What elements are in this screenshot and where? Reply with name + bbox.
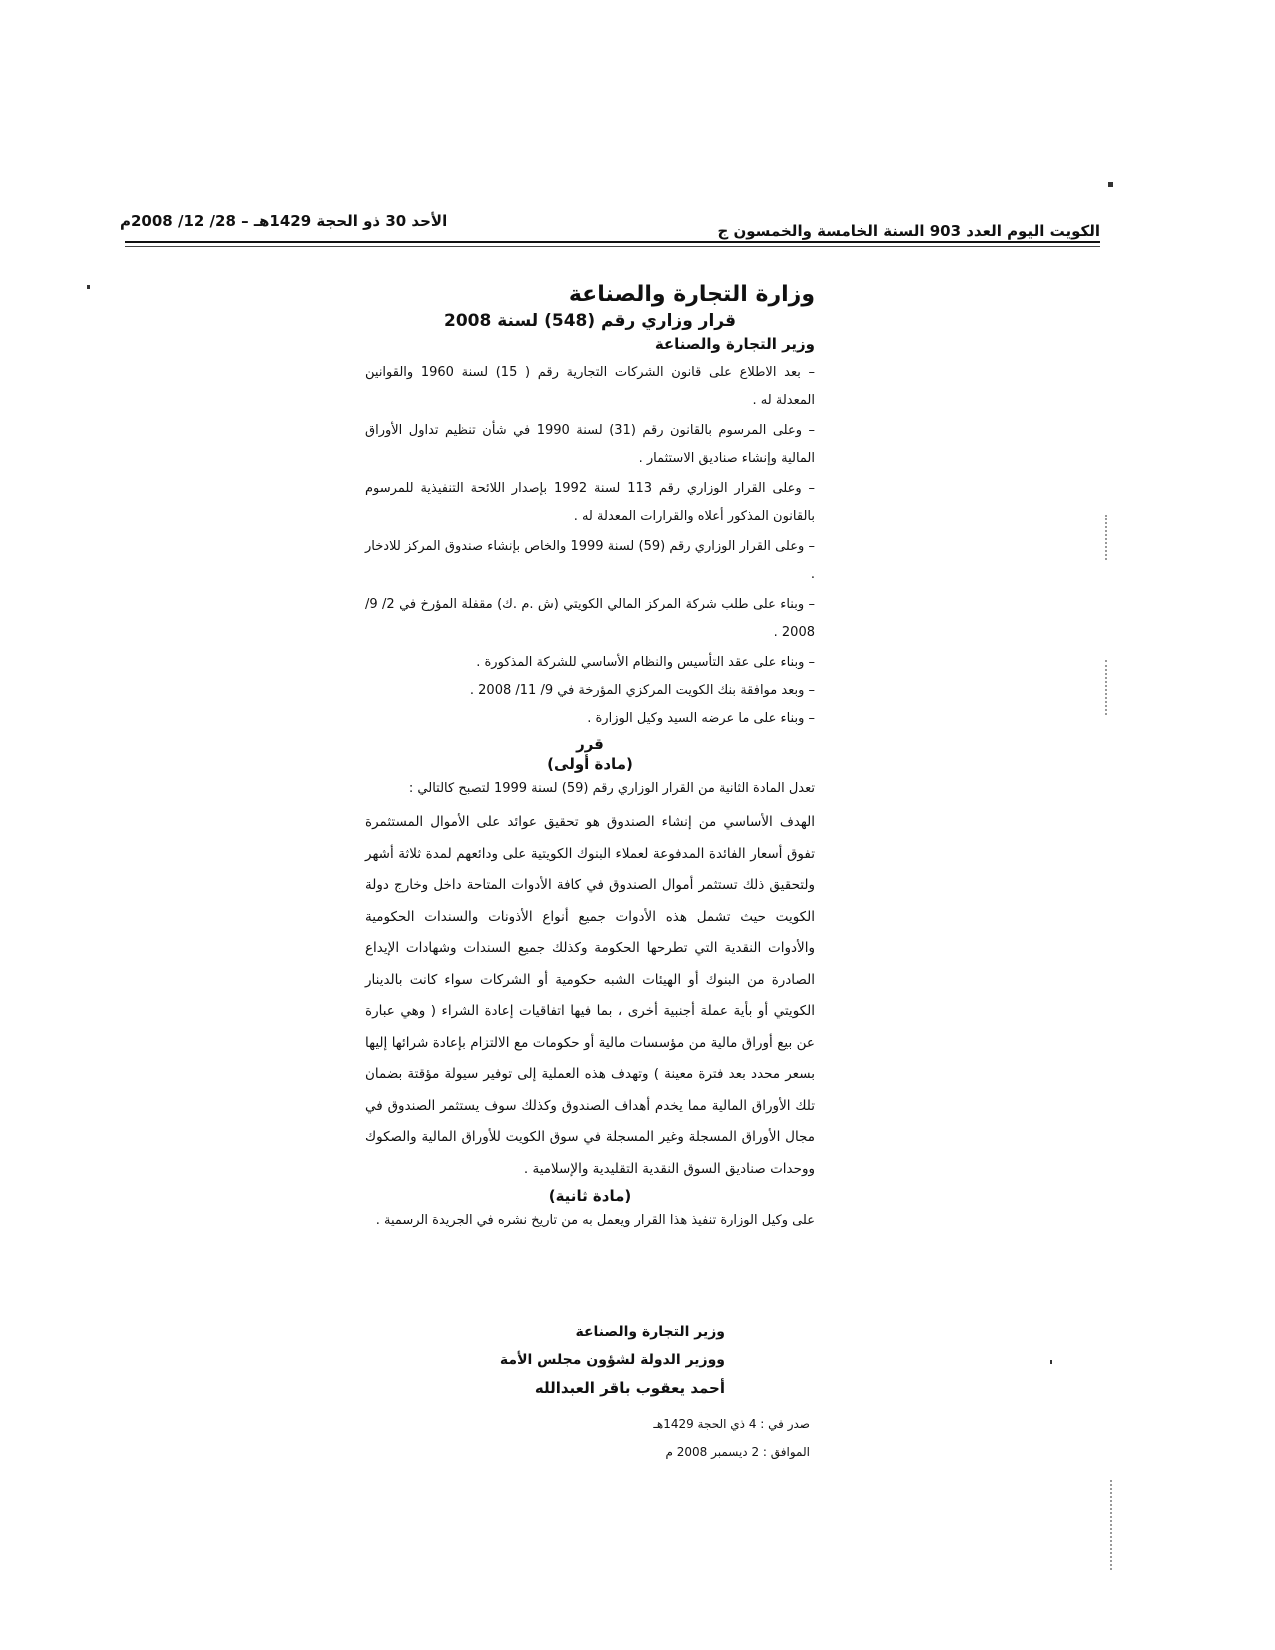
issued-hijri-date: صدر في : 4 ذي الحجة 1429هـ [653,1417,810,1431]
preamble-item: – وعلى المرسوم بالقانون رقم (31) لسنة 1990 في شأن تنظيم تداول الأوراق المالية وإنشاء صناديق الاستثمار . [365,423,815,466]
signature-block [395,1318,725,1402]
preamble-item: – وبناء على عقد التأسيس والنظام الأساسي للشركة المذكورة . [476,655,815,670]
scan-speck [1108,182,1113,187]
gazette-date-line: الأحد 30 ذو الحجة 1429هـ – 28/ 12/ 2008م [120,212,448,230]
minister-heading: وزير التجارة والصناعة [654,335,815,353]
signatory-title-2: ووزير الدولة لشؤون مجلس الأمة [499,1352,725,1368]
signatory-title: وزير التجارة والصناعة [575,1324,725,1340]
decision-title: قرار وزاري رقم (548) لسنة 2008 [443,311,737,331]
decision-column [365,282,815,1235]
article-2-body: على وكيل الوزارة تنفيذ هذا القرار ويعمل به من تاريخ نشره في الجريدة الرسمية . [375,1213,815,1228]
preamble-item: – وعلى القرار الوزاري رقم 113 لسنة 1992 بإصدار اللائحة التنفيذية للمرسوم بالقانون المذكور أعلاه والقرارات المعدلة له . [365,481,816,524]
scan-margin-dots [1105,515,1109,560]
preamble-item: – وبعد موافقة بنك الكويت المركزي المؤرخة في 9/ 11/ 2008 . [469,683,815,698]
preamble-item: – وبناء على طلب شركة المركز المالي الكويتي (ش .م .ك) مقفلة المؤرخ في 2/ 9/ 2008 . [365,597,815,640]
article-2-title: (مادة ثانية) [548,1187,632,1205]
scan-margin-dots [1110,1480,1114,1570]
header-rule-thin [125,246,1100,247]
decided-heading: قرر [576,735,604,753]
signatory-name: أحمد يعقوب باقر العبدالله [534,1379,725,1397]
preamble-item: – وبناء على ما عرضه السيد وكيل الوزارة . [587,711,815,726]
article-1-body: الهدف الأساسي من إنشاء الصندوق هو تحقيق عوائد على الأموال المستثمرة تفوق أسعار الفائدة المدفوعة لعملاء البنوك الكويتية على ودائعهم لمدة ثلاثة أشهر ولتحقيق ذلك تستثمر أموال الصندوق في كافة الأدوات المتاحة داخل وخارج دولة الكويت حيث تشمل هذه الأدوات جميع أنواع الأذونات والسندات الحكومية والأدوات النقدية التي تطرحها الحكومة وكذلك جميع السندات وشهادات الإيداع الصادرة من البنوك أو الهيئات الشبه حكومية أو الشركات سواء كانت بالدينار الكويتي أو بأية عملة أجنبية أخرى ، بما فيها اتفاقيات إعادة الشراء ( وهي عبارة عن بيع أوراق مالية من مؤسسات مالية أو حكومات مع الالتزام بإعادة شرائها إليها بسعر محدد بعد فترة معينة ) وتهدف هذه العملية إلى توفير سيولة مؤقتة بضمان تلك الأوراق المالية مما يخدم أهداف الصندوق وكذلك سوف يستثمر الصندوق في مجال الأوراق المسجلة وغير المسجلة في سوق الكويت للأوراق المالية والصكوك ووحدات صناديق السوق النقدية التقليدية والإسلامية . [365,814,815,1177]
preamble-list [365,359,815,733]
scan-speck [87,285,90,289]
preamble-item: – وعلى القرار الوزاري رقم (59) لسنة 1999 والخاص بإنشاء صندوق المركز للادخار . [365,539,815,582]
header-rule [125,241,1100,243]
article-1-intro: تعدل المادة الثانية من القرار الوزاري رقم (59) لسنة 1999 لتصبح كالتالي : [408,781,815,796]
scan-margin-dots [1105,660,1109,715]
issued-gregorian-date: الموافق : 2 ديسمبر 2008 م [665,1445,810,1459]
issued-block [560,1410,810,1466]
scan-speck [1050,1360,1052,1364]
ministry-heading: وزارة التجارة والصناعة [568,282,815,307]
article-1-title: (مادة أولى) [547,755,633,773]
gazette-issue-line: الكويت اليوم العدد 903 السنة الخامسة والخمسون ج [717,222,1100,240]
preamble-item: – بعد الاطلاع على قانون الشركات التجارية رقم ( 15) لسنة 1960 والقوانين المعدلة له . [365,365,815,408]
